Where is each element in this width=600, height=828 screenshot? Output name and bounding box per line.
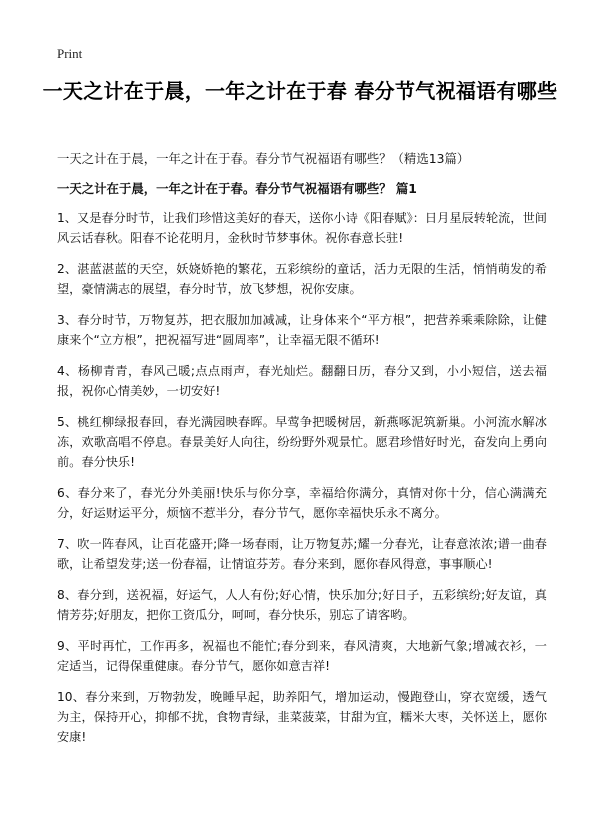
list-item: 1、又是春分时节，让我们珍惜这美好的春天，送你小诗《阳春赋》：日月星辰转轮流，世间风云话春秋。阳春不论花明月，金秋时节梦事休。祝你春意长驻! [57, 211, 547, 245]
article-title: 一天之计在于晨，一年之计在于春 春分节气祝福语有哪些 [42, 79, 558, 103]
section-heading: 一天之计在于晨，一年之计在于春。春分节气祝福语有哪些？ 篇1 [57, 181, 417, 196]
blessing-list [57, 208, 547, 758]
list-item: 2、湛蓝湛蓝的天空，妖娆娇艳的繁花，五彩缤纷的童话，活力无限的生活，悄悄萌发的希望，豪情满志的展望，春分时节，放飞梦想，祝你安康。 [57, 262, 547, 296]
article-subtitle: 一天之计在于晨，一年之计在于春。春分节气祝福语有哪些？（精选13篇） [57, 151, 470, 166]
list-item: 5、桃红柳绿报春回，春光满园映春晖。早莺争把暖树居，新燕啄泥筑新巢。小河流水解冰冻，欢歌高唱不停息。春景美好人向往，纷纷野外观景忙。愿君珍惜好时光，奋发向上勇向前。春分快乐! [57, 415, 547, 469]
print-link[interactable]: Print [57, 46, 83, 61]
list-item: 9、平时再忙，工作再多，祝福也不能忙;春分到来，春风清爽，大地新气象;增减衣衫，一定适当，记得保重健康。春分节气，愿你如意吉祥! [57, 639, 547, 673]
list-item: 10、春分来到，万物勃发，晚睡早起，助养阳气，增加运动，慢跑登山，穿衣宽缓，透气为主，保持开心，抑郁不扰，食物青绿，韭菜菠菜，甘甜为宜，糯米大枣，关怀送上，愿你安康! [57, 690, 547, 744]
list-item: 3、春分时节，万物复苏，把衣服加加减减，让身体来个“平方根”，把营养乘乘除除，让健康来个“立方根”，把祝福写进“圆周率”，让幸福无限不循环! [57, 313, 547, 347]
list-item: 4、杨柳青青，春风己暖;点点雨声，春光灿烂。翻翻日历，春分又到，小小短信，送去福报，祝你心情美妙，一切安好! [57, 364, 547, 398]
list-item: 6、春分来了，春光分外美丽!快乐与你分享，幸福给你满分，真情对你十分，信心满满充分，好运财运平分，烦恼不惹半分，春分节气，愿你幸福快乐永不离分。 [57, 486, 547, 520]
list-item: 8、春分到，送祝福，好运气，人人有份;好心情，快乐加分;好日子，五彩缤纷;好友谊，真情芳芬;好朋友，把你工资瓜分，呵呵，春分快乐，别忘了请客哟。 [57, 588, 547, 622]
list-item: 7、吹一阵春风，让百花盛开;降一场春雨，让万物复苏;耀一分春光，让春意浓浓;谱一曲春歌，让希望发芽;送一份春福，让情谊芬芳。春分来到，愿你春风得意，事事顺心! [57, 537, 547, 571]
